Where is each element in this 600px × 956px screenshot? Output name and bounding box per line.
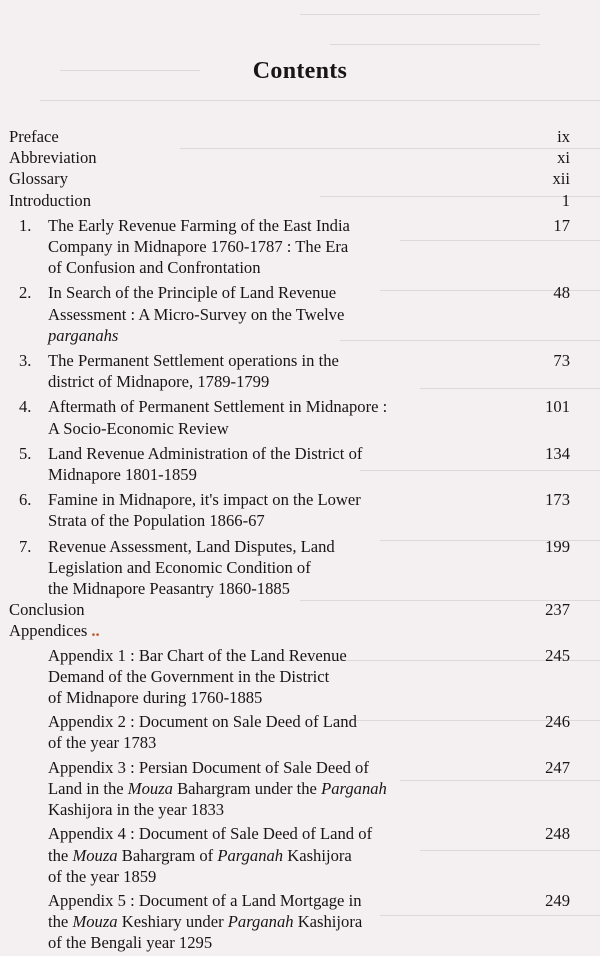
chapter-number: 6. <box>19 490 32 510</box>
entry-title-line: Land Revenue Administration of the District of <box>48 443 363 463</box>
entry-title-line: Strata of the Population 1866-67 <box>48 511 265 531</box>
chapter-number: 1. <box>19 215 32 235</box>
chapter-number: 3. <box>19 351 32 371</box>
entry-title-line: the Midnapore Peasantry 1860-1885 <box>48 579 290 599</box>
toc-chapter <box>0 396 600 438</box>
page-number: xi <box>557 148 570 168</box>
page-title: Contents <box>252 58 348 84</box>
page-number: 245 <box>545 645 570 665</box>
toc-chapter <box>0 215 600 279</box>
toc-chapter <box>0 443 600 485</box>
page-number: 48 <box>553 283 570 303</box>
entry-title-line: Glossary <box>9 169 68 189</box>
entry-title-line: Conclusion <box>9 600 85 620</box>
entry-title-line: Appendix 1 : Bar Chart of the Land Revenue <box>48 645 347 665</box>
page-number: 247 <box>545 757 570 777</box>
page-number: 73 <box>553 351 570 371</box>
entry-title-line: In Search of the Principle of Land Revenue <box>48 283 337 303</box>
toc-entry <box>0 126 600 147</box>
entry-title-line: Revenue Assessment, Land Disputes, Land <box>48 536 335 556</box>
page-number: ix <box>557 127 570 146</box>
page-number: 248 <box>545 824 570 844</box>
chapter-number: 5. <box>19 443 32 463</box>
toc-chapter <box>0 489 600 531</box>
page-number: 101 <box>545 397 570 417</box>
toc-entry <box>0 620 600 641</box>
entry-title-line: Famine in Midnapore, it's impact on the Lower <box>48 490 361 510</box>
entry-title-line: the Mouza Bahargram of Parganah Kashijora <box>48 845 352 865</box>
page-number: 134 <box>545 443 570 463</box>
entry-title-line: parganahs <box>48 325 119 345</box>
entry-title-line: of the year 1859 <box>48 866 157 886</box>
toc-entry <box>0 168 600 189</box>
toc-entry <box>0 147 600 168</box>
table-of-contents <box>0 126 600 954</box>
chapter-number: 2. <box>19 283 32 303</box>
toc-appendix <box>0 645 600 709</box>
toc-entry <box>0 190 600 211</box>
entry-title-line: Appendix 4 : Document of Sale Deed of Land of <box>48 824 373 844</box>
toc-appendix <box>0 890 600 954</box>
toc-appendix <box>0 711 600 753</box>
page-number: xii <box>552 169 570 189</box>
entry-title-line: Appendices .. <box>9 621 100 641</box>
entry-title-line: of the year 1783 <box>48 733 157 753</box>
chapter-number: 4. <box>19 397 32 417</box>
entry-title-line: The Early Revenue Farming of the East India <box>48 215 350 235</box>
entry-title-line: Appendix 3 : Persian Document of Sale Deed of <box>48 757 369 777</box>
page-number: 199 <box>545 536 570 556</box>
entry-title-line: Kashijora in the year 1833 <box>48 800 225 820</box>
entry-title-line: Land in the Mouza Bahargram under the Parganah <box>48 778 387 798</box>
toc-chapter <box>0 536 600 600</box>
page-number: 237 <box>545 600 570 620</box>
entry-title-line: of the Bengali year 1295 <box>48 933 213 953</box>
entry-title-line: Company in Midnapore 1760-1787 : The Era <box>48 237 349 257</box>
entry-title-line: Appendix 2 : Document on Sale Deed of Land <box>48 712 357 732</box>
entry-title-line: The Permanent Settlement operations in the <box>48 351 339 371</box>
mark: .. <box>91 621 100 641</box>
entry-title-line: of Confusion and Confrontation <box>48 258 261 278</box>
toc-appendix <box>0 823 600 887</box>
entry-title-line: A Socio-Economic Review <box>48 418 229 438</box>
toc-chapter <box>0 350 600 392</box>
entry-title-line: Introduction <box>9 190 92 210</box>
entry-title-line: of Midnapore during 1760-1885 <box>48 688 263 708</box>
entry-title-line: Midnapore 1801-1859 <box>48 465 197 485</box>
toc-appendix <box>0 757 600 821</box>
entry-title-line: district of Midnapore, 1789-1799 <box>48 372 270 392</box>
entry-title-line: Appendix 5 : Document of a Land Mortgage in <box>48 890 362 910</box>
entry-title-line: Abbreviation <box>9 148 97 168</box>
page-number: 1 <box>561 190 570 210</box>
entry-title-line: Legislation and Economic Condition of <box>48 557 311 577</box>
page-number: 246 <box>545 712 570 732</box>
page-number: 173 <box>545 490 570 510</box>
chapter-number: 7. <box>19 536 32 556</box>
entry-title-line: Preface <box>9 127 59 146</box>
page-number: 17 <box>553 215 570 235</box>
entry-title-line: Aftermath of Permanent Settlement in Midnapore : <box>48 397 388 417</box>
toc-entry <box>0 599 600 620</box>
entry-title-line: Assessment : A Micro-Survey on the Twelve <box>48 304 345 324</box>
entry-title-line: the Mouza Keshiary under Parganah Kashijora <box>48 912 363 932</box>
toc-chapter <box>0 282 600 346</box>
page-number: 249 <box>545 890 570 910</box>
entry-title-line: Demand of the Government in the District <box>48 666 330 686</box>
